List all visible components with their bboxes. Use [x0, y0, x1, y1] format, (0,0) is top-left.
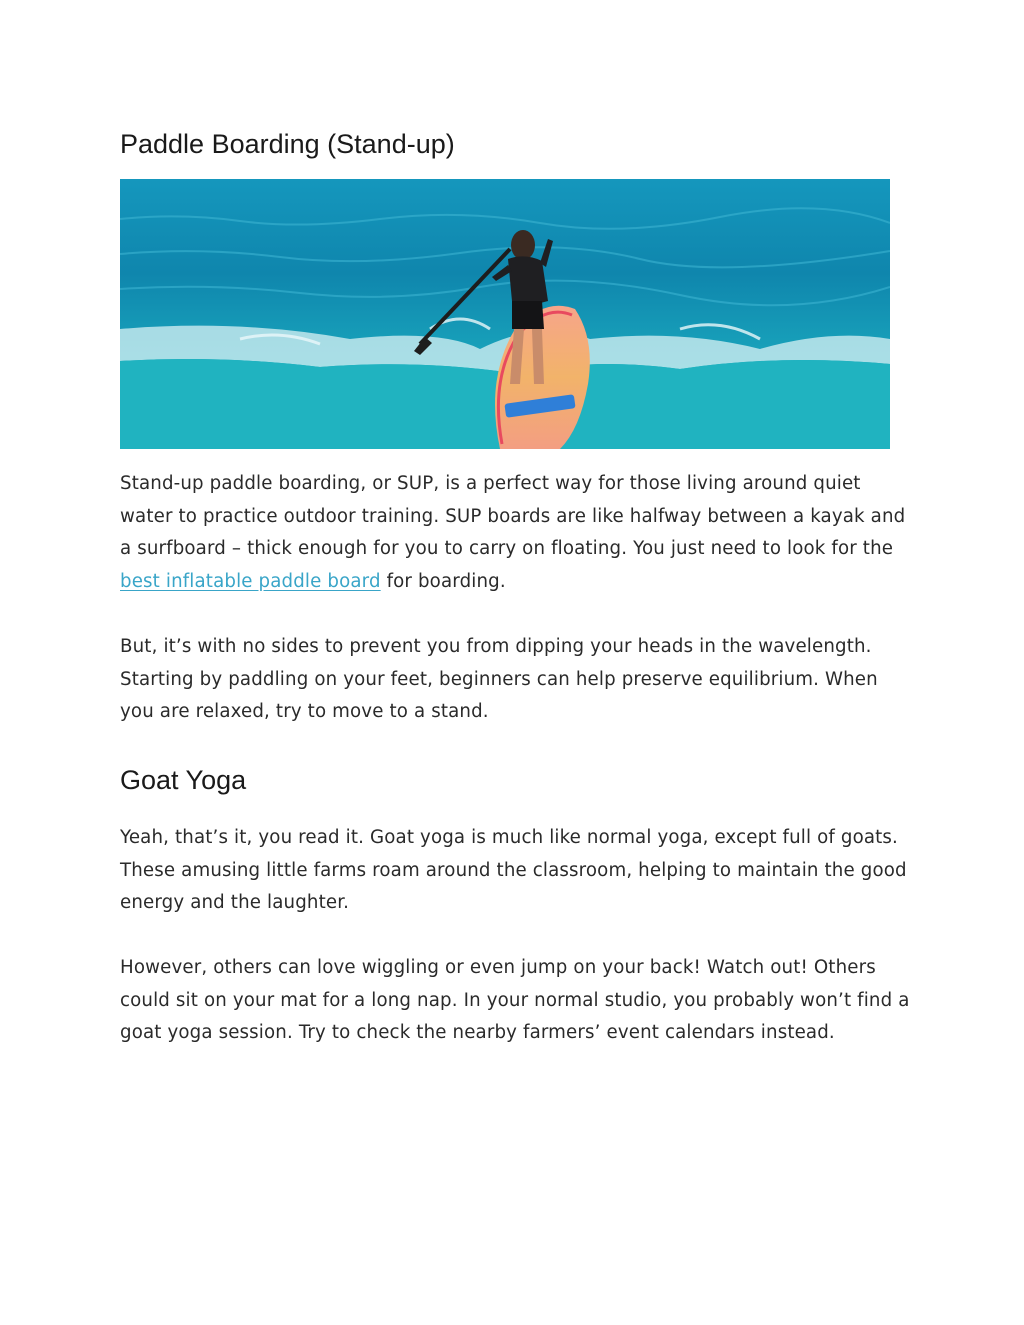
- goat-yoga-paragraph-2: However, others can love wiggling or even jump on your back! Watch out! Others could sit on your mat for a long nap. In your normal studio, you probably won’t find a goat yoga session. Try to check the nearby farmers’ event calendars instead.: [120, 957, 910, 1043]
- paddle-boarding-paragraph-2: But, it’s with no sides to prevent you from dipping your heads in the wavelength. Starting by paddling on your feet, beginners can help preserve equilibrium. When you are relaxed, try to move to a stand.: [120, 636, 878, 722]
- paddle-boarding-photo: [120, 179, 890, 449]
- paddle-boarding-paragraph-1: [120, 468, 910, 598]
- paddle-paragraph-text-before-link: Stand-up paddle boarding, or SUP, is a perfect way for those living around quiet water to practice outdoor training. SUP boards are like halfway between a kayak and a surfboard – thick enough for you to carry on floating. You just need to look for the: [120, 473, 906, 559]
- section-heading-goat-yoga: Goat Yoga: [120, 765, 247, 795]
- goat-yoga-paragraph-1: Yeah, that’s it, you read it. Goat yoga is much like normal yoga, except full of goats. These amusing little farms roam around the classroom, helping to maintain the good energy and the laughter.: [120, 827, 907, 913]
- section-heading-paddle-boarding: Paddle Boarding (Stand-up): [120, 129, 455, 159]
- paddle-paragraph-text-after-link: for boarding.: [380, 570, 506, 592]
- best-inflatable-paddle-board-link[interactable]: best inflatable paddle board: [120, 570, 381, 592]
